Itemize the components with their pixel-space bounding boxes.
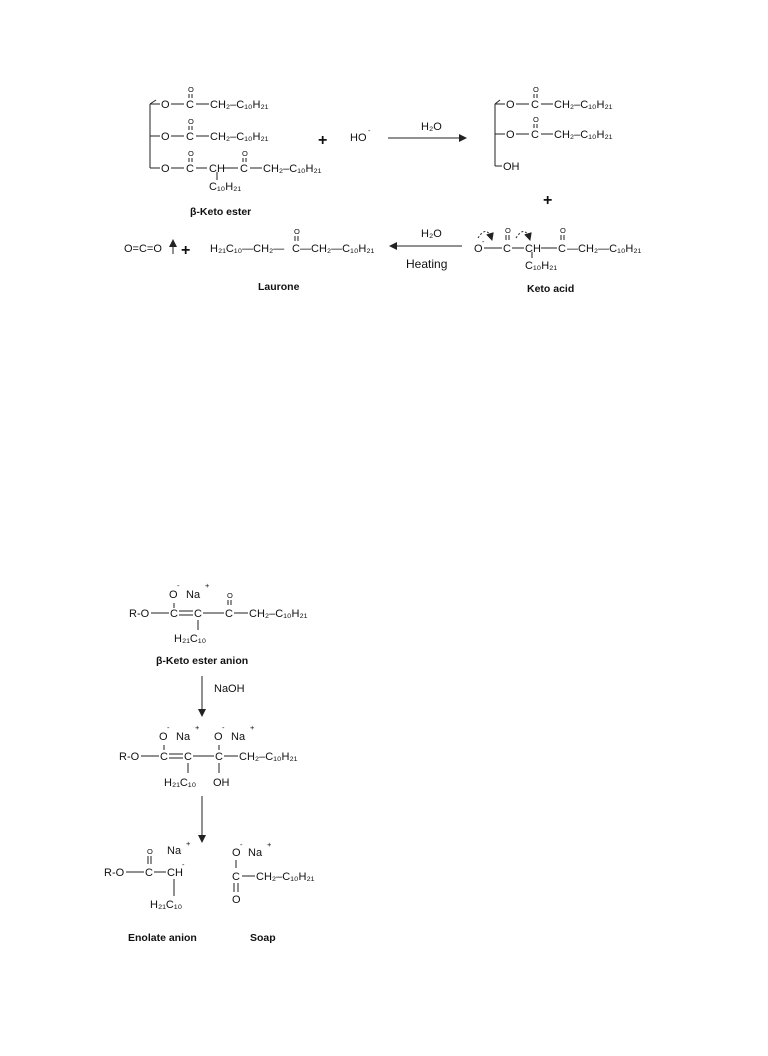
- formula-text: -: [182, 860, 185, 869]
- formula-text: O: [232, 847, 241, 859]
- arrow-hydrolysis: [388, 121, 466, 138]
- formula-text: C: [531, 129, 539, 141]
- formula-text: R-O: [129, 608, 150, 620]
- carbon-dioxide: [124, 240, 173, 255]
- formula-text: -: [177, 581, 180, 590]
- formula-text: O: [474, 243, 483, 255]
- formula-text: C: [145, 867, 153, 879]
- tetrahedral-intermediate: [119, 723, 298, 789]
- reaction-arrow: [478, 231, 492, 240]
- formula-text: O: [188, 117, 194, 126]
- ester-chain-1: CH₂–C₁₀H₂₁: [210, 99, 269, 111]
- formula-text: Na: [231, 731, 246, 743]
- formula-text: -: [222, 723, 225, 732]
- formula-text: -: [368, 126, 371, 135]
- diglyceride-product: [495, 85, 613, 173]
- formula-text: +: [250, 723, 255, 732]
- formula-text: O: [159, 731, 168, 743]
- formula-text: CH₂–C₁₀H₂₁: [249, 608, 308, 620]
- formula-text: O: [294, 227, 300, 236]
- beta-keto-ester-anion: [129, 581, 308, 667]
- formula-text: OH: [503, 161, 520, 173]
- formula-text: C: [170, 608, 178, 620]
- formula-text: C: [186, 131, 194, 143]
- formula-text: CH: [167, 867, 183, 879]
- formula-text: H₂O: [421, 228, 442, 240]
- beta-keto-ester-triglyceride: [150, 85, 322, 218]
- label-beta-keto-ester: β-Keto ester: [190, 206, 252, 218]
- formula-text: C: [194, 608, 202, 620]
- formula-text: -: [240, 840, 243, 849]
- chemical-bond: [495, 100, 500, 104]
- formula-text: O: [505, 226, 511, 235]
- formula-text: Na: [186, 589, 201, 601]
- formula-text: O: [227, 591, 233, 600]
- arrow-decarboxylation: [390, 228, 462, 271]
- formula-text: O: [506, 129, 515, 141]
- formula-text: C: [186, 163, 194, 175]
- formula-text: C: [232, 871, 240, 883]
- arrow-naoh: [202, 676, 245, 716]
- ester-chain-3: CH₂–C₁₀H₂₁: [263, 163, 322, 175]
- formula-text: O=C=O: [124, 243, 162, 255]
- formula-text: O: [214, 731, 223, 743]
- formula-text: O: [161, 99, 170, 111]
- formula-text: -: [482, 237, 485, 246]
- formula-text: O: [506, 99, 515, 111]
- formula-text: C: [240, 163, 248, 175]
- formula-text: C: [215, 751, 223, 763]
- formula-text: Na: [167, 845, 182, 857]
- formula-text: O: [560, 226, 566, 235]
- formula-text: +: [267, 840, 272, 849]
- formula-text: O: [188, 85, 194, 94]
- formula-text: +: [205, 581, 210, 590]
- keto-acid: [474, 226, 642, 295]
- formula-text: Heating: [406, 257, 448, 271]
- formula-text: CH₂–C₁₀H₂₁: [239, 751, 298, 763]
- formula-text: R-O: [119, 751, 140, 763]
- formula-text: CH: [525, 243, 541, 255]
- formula-text: C: [531, 99, 539, 111]
- keto-acid-chain: —CH₂—C₁₀H₂₁: [567, 243, 642, 255]
- formula-text: C₁₀H₂₁: [525, 260, 558, 272]
- formula-text: C: [558, 243, 566, 255]
- chemical-bond: [150, 100, 156, 104]
- formula-text: Na: [248, 847, 263, 859]
- formula-text: O: [533, 115, 539, 124]
- formula-text: O: [232, 894, 241, 906]
- formula-text: C: [184, 751, 192, 763]
- enolate-anion: [104, 839, 197, 944]
- formula-text: H₂₁C₁₀: [150, 899, 183, 911]
- formula-text: O: [242, 149, 248, 158]
- formula-text: H₂₁C₁₀: [164, 777, 197, 789]
- formula-text: C: [225, 608, 233, 620]
- formula-text: H₂₁C₁₀—CH₂—: [210, 243, 285, 255]
- formula-text: CH₂–C₁₀H₂₁: [256, 871, 315, 883]
- laurone: [210, 227, 375, 293]
- hydroxide-ion: [350, 126, 371, 144]
- formula-text: H₂O: [421, 121, 442, 133]
- label-keto-acid: Keto acid: [527, 283, 575, 295]
- formula-text: R-O: [104, 867, 125, 879]
- label-enolate-anion: Enolate anion: [128, 932, 197, 944]
- formula-text: O: [161, 131, 170, 143]
- formula-text: C: [160, 751, 168, 763]
- formula-text: CH₂–C₁₀H₂₁: [554, 99, 613, 111]
- ester-chain-2: CH₂–C₁₀H₂₁: [210, 131, 269, 143]
- formula-text: C: [186, 99, 194, 111]
- formula-text: +: [195, 723, 200, 732]
- formula-text: HO: [350, 132, 367, 144]
- formula-text: OH: [213, 777, 230, 789]
- soap: [232, 840, 315, 944]
- formula-text: CH: [209, 163, 225, 175]
- formula-text: C: [503, 243, 511, 255]
- formula-text: -: [167, 723, 170, 732]
- formula-text: H₂₁C₁₀: [174, 633, 207, 645]
- formula-text: C₁₀H₂₁: [209, 181, 242, 193]
- formula-text: +: [186, 839, 191, 848]
- plus-sign-3: +: [181, 242, 191, 259]
- label-soap: Soap: [250, 932, 276, 944]
- formula-text: O: [533, 85, 539, 94]
- label-beta-keto-ester-anion: β-Keto ester anion: [156, 655, 249, 667]
- formula-text: O: [188, 149, 194, 158]
- formula-text: O: [147, 847, 153, 856]
- label-laurone: Laurone: [258, 281, 300, 293]
- formula-text: O: [161, 163, 170, 175]
- reaction-arrow: [516, 231, 530, 240]
- formula-text: Na: [176, 731, 191, 743]
- plus-sign-2: +: [543, 192, 553, 209]
- plus-sign: +: [318, 132, 328, 149]
- formula-text: NaOH: [214, 683, 245, 695]
- formula-text: O: [169, 589, 178, 601]
- formula-text: C: [292, 243, 300, 255]
- formula-text: —CH₂—C₁₀H₂₁: [300, 243, 375, 255]
- formula-text: CH₂–C₁₀H₂₁: [554, 129, 613, 141]
